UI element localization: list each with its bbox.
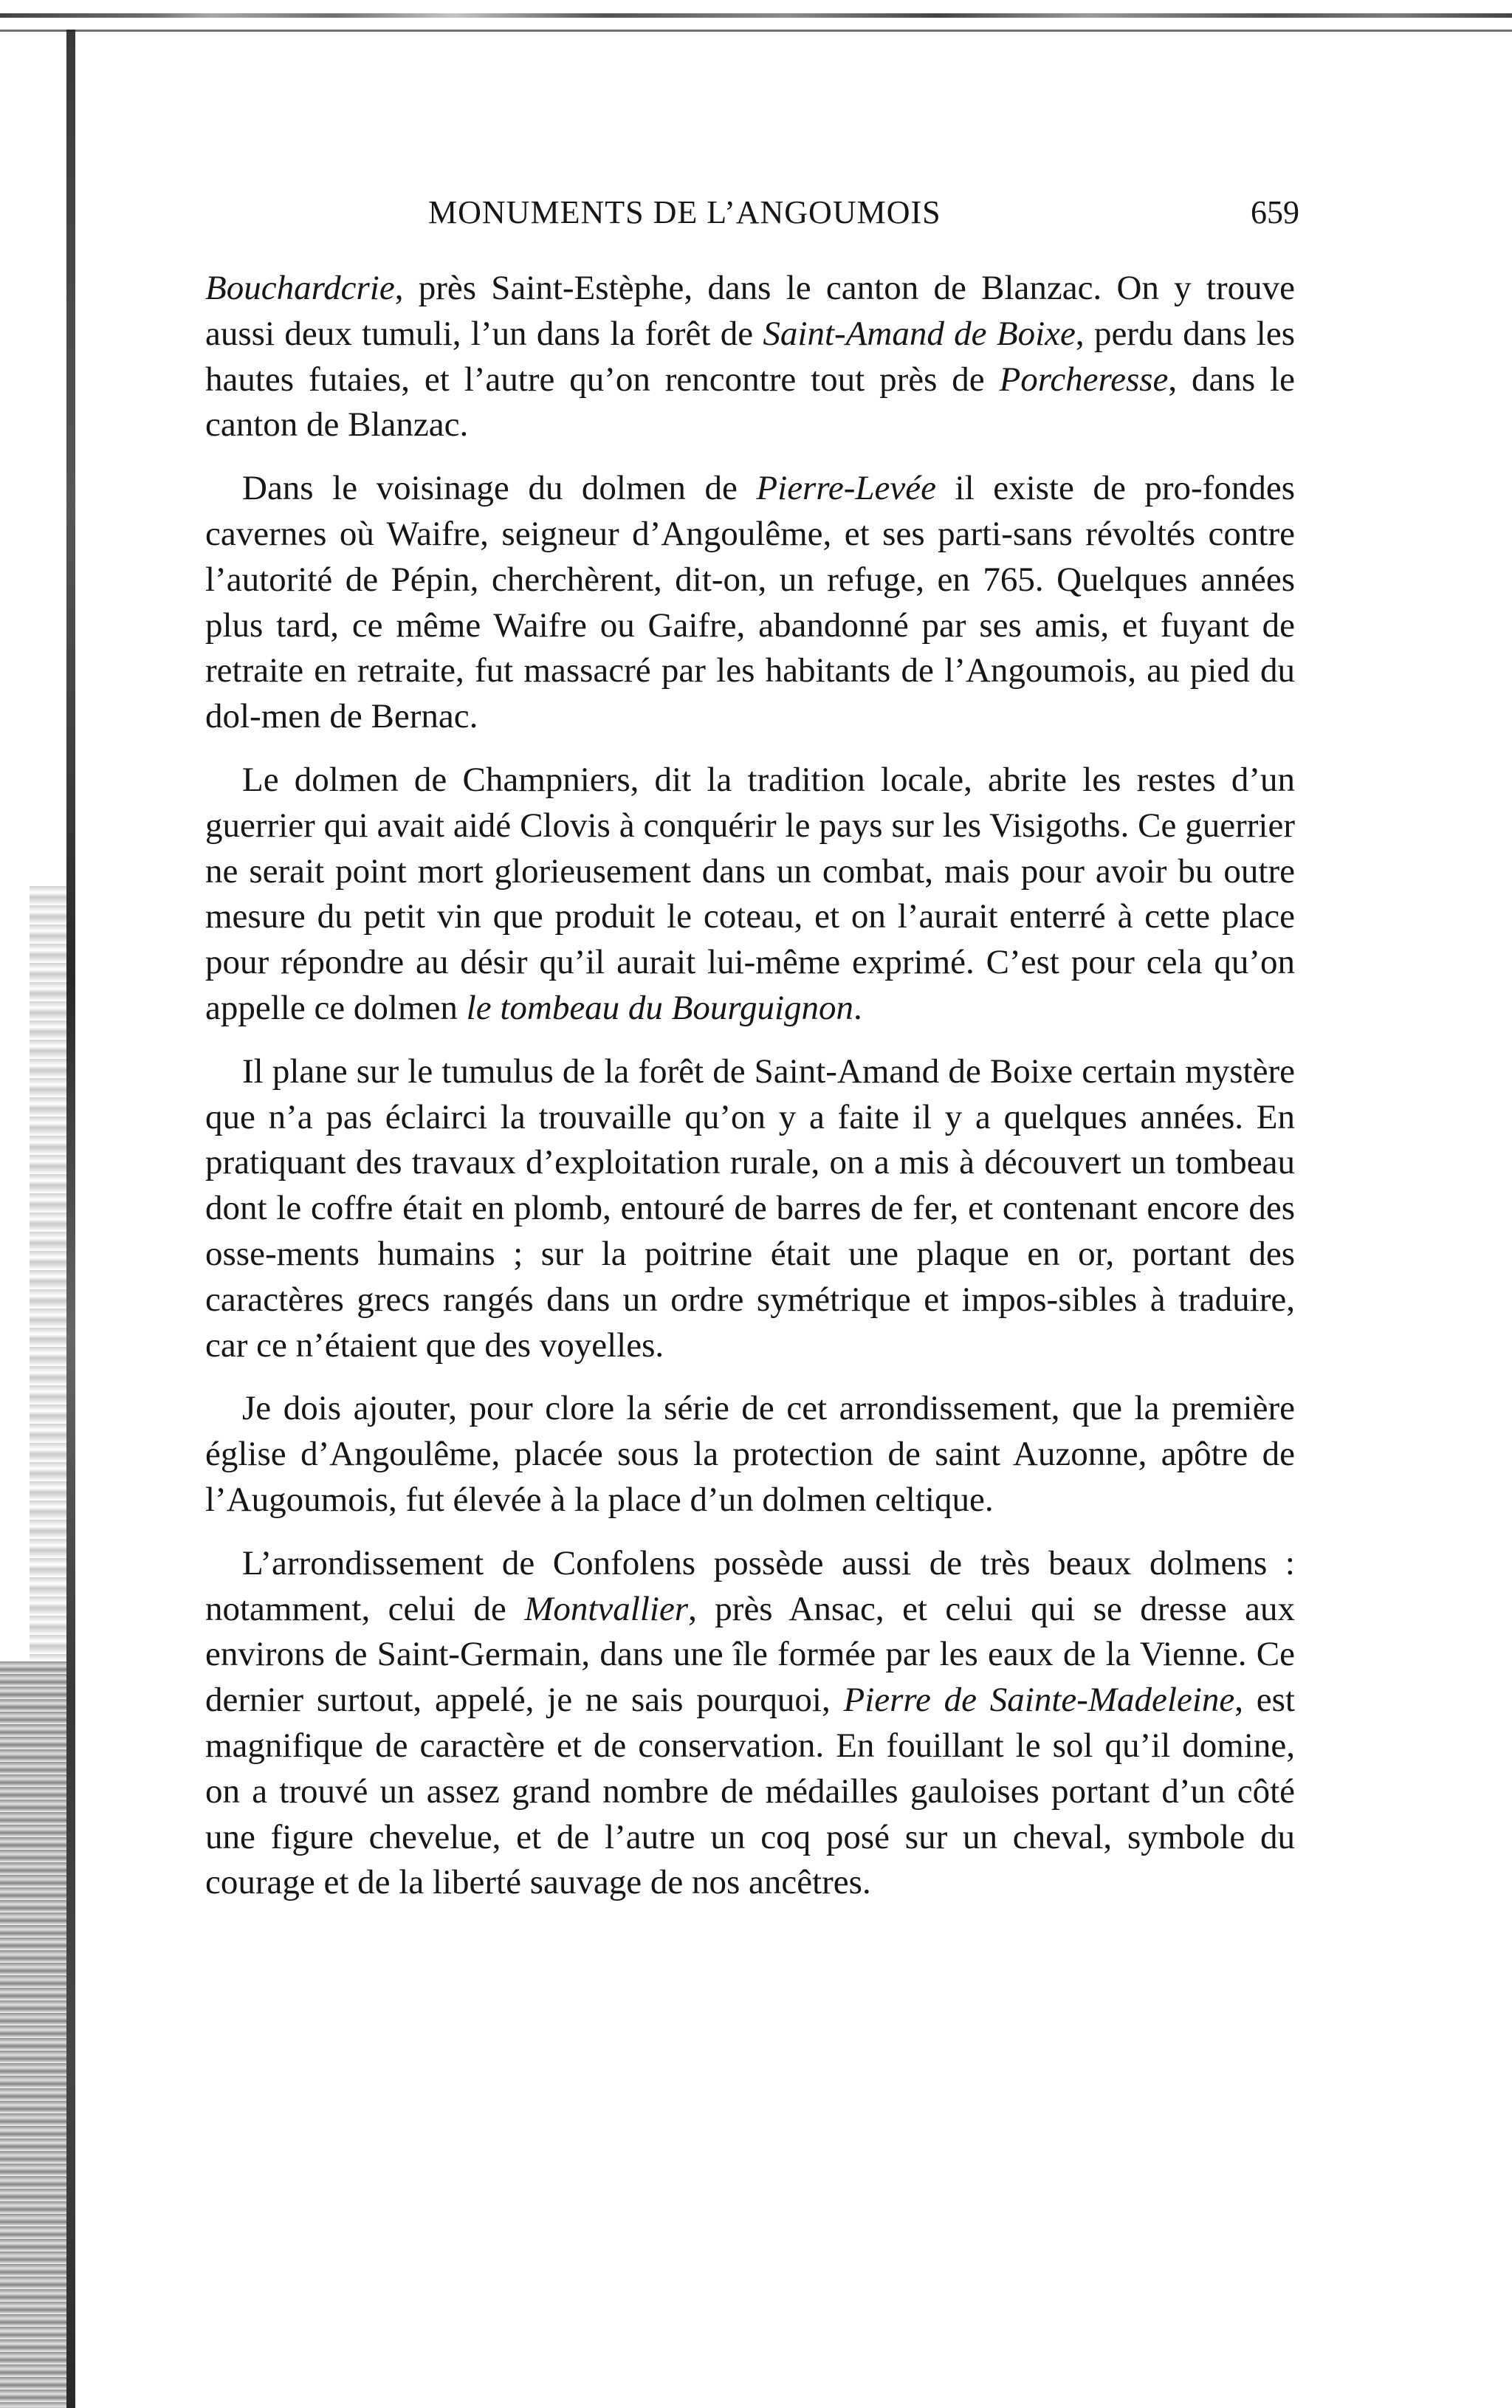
text-run: L’arrondissement de Confolens possède aussi de très beaux dolmens : notamment, celui de: [205, 1543, 1295, 1628]
text-run: Je dois ajouter, pour clore la série de cet arrondissement, que la première église d’Angoulême, placée sous la protection de saint Auzonne, apôtre de l’Augoumois, fut élevée à la place d’un dolmen celtique.: [205, 1389, 1295, 1519]
italic-run: le tombeau du Bourguignon: [466, 988, 853, 1027]
italic-run: Pierre de Sainte-Madeleine: [843, 1681, 1235, 1720]
paragraph: [205, 1541, 1295, 1906]
scan-binding-shadow: [30, 886, 66, 1661]
text-run: Le dolmen de Champniers, dit la tradition locale, abrite les restes d’un guerrier qui avait aidé Clovis à conquérir le pays sur les Visigoths. Ce guerrier ne serait point mort glorieusement dans un combat, mais pour avoir bu outre mesure du petit vin que produit le coteau, et on l’aurait enterré à cette place pour répondre au désir qu’il aurait lui-même exprimé. C’est pour cela qu’on appelle ce dolmen: [205, 760, 1295, 1027]
scan-top-line: [0, 30, 1512, 32]
italic-run: Pierre-Levée: [756, 469, 936, 508]
text-run: , dans le canton de Blanzac.: [205, 360, 1295, 445]
text-run: Il plane sur le tumulus de la forêt de Saint-Amand de Boixe certain mystère que n’a pas éclairci la trouvaille qu’on y a faite il y a quelques années. En pratiquant des travaux d’exploitation rurale, on a mis à découvert un tombeau dont le coffre était en plomb, entouré de barres de fer, et contenant encore des osse-ments humains ; sur la poitrine était une plaque en or, portant des caractères grecs rangés dans un ordre symétrique et impos-sibles à traduire, car ce n’étaient que des voyelles.: [205, 1052, 1295, 1365]
italic-run: Porcheresse: [999, 360, 1169, 399]
text-run: , est magnifique de caractère et de conservation. En fouillant le sol qu’il domine, on a trouvé un assez grand nombre de médailles gauloises portant d’un côté une figure chevelue, et de l’autre un coq posé sur un cheval, symbole du courage et de la liberté sauvage de nos ancêtres.: [205, 1681, 1295, 1902]
paragraph: [205, 758, 1295, 1032]
text-run: , près Saint-Estèphe, dans le canton de Blanzac. On y trouve aussi deux tumuli, l’un dans la forêt de: [205, 269, 1295, 353]
text-run: , perdu dans les hautes futaies, et l’autre qu’on rencontre tout près de: [205, 314, 1295, 399]
running-head: MONUMENTS DE L’ANGOUMOIS: [428, 194, 941, 230]
italic-run: Montvallier: [524, 1589, 689, 1628]
scan-binding-noise: [0, 1661, 66, 2408]
text-run: Dans le voisinage du dolmen de: [242, 469, 757, 508]
italic-run: Bouchardcrie: [205, 269, 395, 307]
text-run: , près Ansac, et celui qui se dresse aux environs de Saint-Germain, dans une île formée par les eaux de la Vienne. Ce dernier surtout, appelé, je ne sais pourquoi,: [205, 1589, 1295, 1720]
paragraph: [205, 266, 1295, 448]
scan-left-edge: [66, 30, 75, 2408]
paragraph: [205, 1049, 1295, 1369]
text-run: il existe de pro-fondes cavernes où Waifre, seigneur d’Angoulême, et ses parti-sans révoltés contre l’autorité de Pépin, cherchèrent, dit-on, un refuge, en 765. Quelques années plus tard, ce même Waifre ou Gaifre, abandonné par ses amis, et fuyant de retraite en retraite, fut massacré par les habitants de l’Angoumois, au pied du dol-men de Bernac.: [205, 469, 1295, 736]
text-run: .: [853, 988, 862, 1027]
scan-top-edge: [0, 13, 1512, 18]
body-text: [205, 266, 1295, 1924]
paragraph: [205, 1386, 1295, 1523]
page-number: 659: [1251, 194, 1299, 230]
italic-run: Saint-Amand de Boixe: [763, 314, 1076, 353]
page-header: [428, 193, 1299, 245]
paragraph: [205, 466, 1295, 740]
